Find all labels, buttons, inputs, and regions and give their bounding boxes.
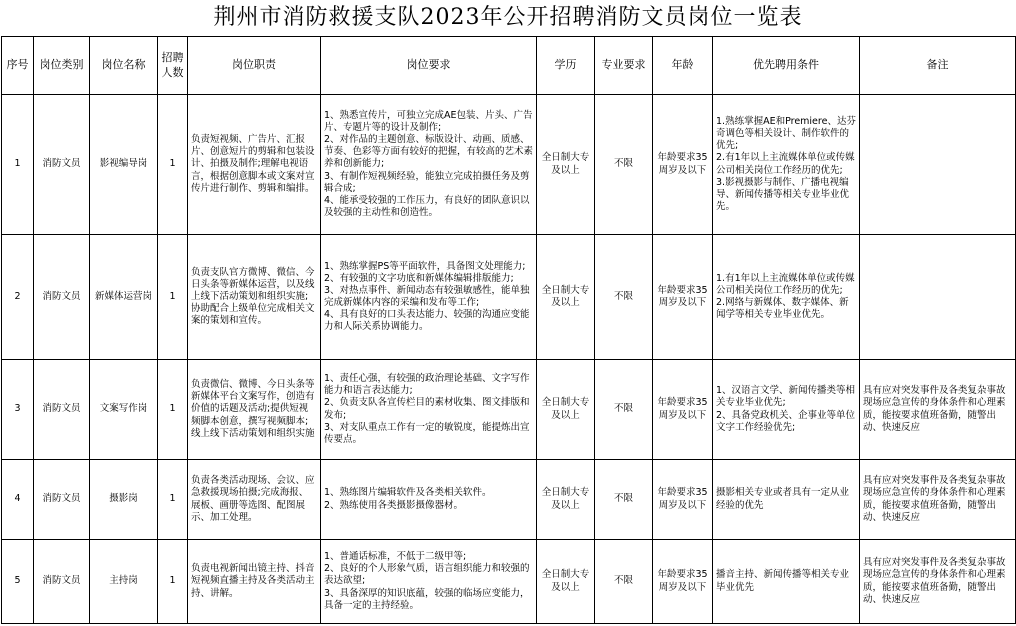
row-note: 具有应对突发事件及各类复杂事故现场应急宣传的身体条件和心理素质，能按要求值班备勤，随警出动、快速反应 bbox=[860, 360, 1016, 460]
row-count: 1 bbox=[158, 360, 188, 460]
row-category: 消防文员 bbox=[34, 235, 90, 360]
row-duty: 负责短视频、广告片、汇报片、创意短片的剪辑和包装设计、拍摄及制作;理解电视语言，根据创意脚本或文案对宣传片进行制作、剪辑和编排。 bbox=[188, 95, 321, 235]
row-no: 5 bbox=[2, 540, 34, 624]
row-no: 3 bbox=[2, 360, 34, 460]
row-no: 4 bbox=[2, 460, 34, 540]
row-education: 全日制大专及以上 bbox=[537, 360, 595, 460]
row-age: 年龄要求35周岁及以下 bbox=[653, 235, 713, 360]
header-major: 专业要求 bbox=[595, 37, 653, 95]
row-education: 全日制大专及以上 bbox=[537, 235, 595, 360]
row-major: 不限 bbox=[595, 95, 653, 235]
row-education: 全日制大专及以上 bbox=[537, 95, 595, 235]
header-category: 岗位类别 bbox=[34, 37, 90, 95]
row-count: 1 bbox=[158, 540, 188, 624]
row-note: 具有应对突发事件及各类复杂事故现场应急宣传的身体条件和心理素质，能按要求值班备勤，随警出动、快速反应 bbox=[860, 460, 1016, 540]
row-priority: 1、汉语言文学、新闻传播类等相关专业毕业优先; 2、具备党政机关、企事业等单位文字工作经验优先; bbox=[713, 360, 860, 460]
row-major: 不限 bbox=[595, 360, 653, 460]
row-requirements: 1、熟练图片编辑软件及各类相关软件。 2、熟练使用各类摄影摄像器材。 bbox=[321, 460, 537, 540]
row-requirements: 1、普通话标准，不低于二级甲等; 2、良好的个人形象气质，语言组织能力和较强的表达欲望; 3、具备深厚的知识底蕴，较强的临场应变能力，具备一定的主持经验。 bbox=[321, 540, 537, 624]
row-priority: 播音主持、新闻传播等相关专业毕业优先 bbox=[713, 540, 860, 624]
row-note bbox=[860, 95, 1016, 235]
header-note: 备注 bbox=[860, 37, 1016, 95]
row-duty: 负责微信、微博、今日头条等新媒体平台文案写作，创造有价值的话题及活动;提供短视频脚本创意，撰写视频脚本;线上线下活动策划和组织实施 bbox=[188, 360, 321, 460]
row-name: 新媒体运营岗 bbox=[90, 235, 158, 360]
row-education: 全日制大专及以上 bbox=[537, 460, 595, 540]
row-major: 不限 bbox=[595, 540, 653, 624]
row-name: 主持岗 bbox=[90, 540, 158, 624]
row-requirements: 1、熟练掌握PS等平面软件，具备图文处理能力; 2、有较强的文字功底和新媒体编辑排版能力; 3、对热点事件、新闻动态有较强敏感性，能单独完成新媒体内容的采编和发布等工作; 4、具有良好的口头表达能力、较强的沟通应变能力和人际关系协调能力。 bbox=[321, 235, 537, 360]
row-priority: 1.熟练掌握AE和Premiere、达芬奇调色等相关设计、制作软件的优先; 2.有1年以上主流媒体单位或传媒公司相关岗位工作经历的优先; 3.影视摄影与制作、广播电视编导、新闻传播等相关专业毕业优先。 bbox=[713, 95, 860, 235]
row-requirements: 1、熟悉宣传片，可独立完成AE包装、片头、广告片、专题片等的设计及制作; 2、对作品的主题创意、标版设计、动画、质感、节奏、色彩等方面有较好的把握，有较高的艺术素养和创新能力; 3、有制作短视频经验，能独立完成拍摄任务及剪辑合成; 4、能承受较强的工作压力，有良好的团队意识以及较强的主动性和创造性。 bbox=[321, 95, 537, 235]
row-count: 1 bbox=[158, 460, 188, 540]
table-row bbox=[2, 460, 1016, 540]
row-major: 不限 bbox=[595, 235, 653, 360]
row-category: 消防文员 bbox=[34, 540, 90, 624]
row-category: 消防文员 bbox=[34, 360, 90, 460]
row-major: 不限 bbox=[595, 460, 653, 540]
row-age: 年龄要求35周岁及以下 bbox=[653, 460, 713, 540]
row-category: 消防文员 bbox=[34, 460, 90, 540]
row-age: 年龄要求35周岁及以下 bbox=[653, 540, 713, 624]
row-no: 1 bbox=[2, 95, 34, 235]
row-age: 年龄要求35周岁及以下 bbox=[653, 360, 713, 460]
row-education: 全日制大专及以上 bbox=[537, 540, 595, 624]
page-title: 荆州市消防救援支队2023年公开招聘消防文员岗位一览表 bbox=[213, 5, 803, 30]
row-priority: 1.有1年以上主流媒体单位或传媒公司相关岗位工作经历的优先; 2.网络与新媒体、数字媒体、新闻学等相关专业毕业优先。 bbox=[713, 235, 860, 360]
row-count: 1 bbox=[158, 235, 188, 360]
header-count: 招聘 人数 bbox=[158, 37, 188, 95]
row-no: 2 bbox=[2, 235, 34, 360]
table-row bbox=[2, 360, 1016, 460]
row-requirements: 1、责任心强，有较强的政治理论基础、文字写作能力和语言表达能力; 2、负责支队各宣传栏目的素材收集、图文排版和发布; 3、对支队重点工作有一定的敏锐度，能提炼出宣传要点。 bbox=[321, 360, 537, 460]
header-no: 序号 bbox=[2, 37, 34, 95]
recruitment-table bbox=[1, 36, 1016, 624]
row-duty: 负责支队官方微博、微信、今日头条等新媒体运营，以及线上线下活动策划和组织实施;协助配合上级单位完成相关文案的策划和宣传。 bbox=[188, 235, 321, 360]
row-name: 摄影岗 bbox=[90, 460, 158, 540]
row-name: 影视编导岗 bbox=[90, 95, 158, 235]
row-duty: 负责电视新闻出镜主持、抖音短视频直播主持及各类活动主持、讲解。 bbox=[188, 540, 321, 624]
header-row bbox=[2, 37, 1016, 95]
header-duty: 岗位职责 bbox=[188, 37, 321, 95]
row-priority: 摄影相关专业或者具有一定从业经验的优先 bbox=[713, 460, 860, 540]
row-category: 消防文员 bbox=[34, 95, 90, 235]
row-count: 1 bbox=[158, 95, 188, 235]
row-age: 年龄要求35周岁及以下 bbox=[653, 95, 713, 235]
header-requirements: 岗位要求 bbox=[321, 37, 537, 95]
header-age: 年龄 bbox=[653, 37, 713, 95]
header-education: 学历 bbox=[537, 37, 595, 95]
row-name: 文案写作岗 bbox=[90, 360, 158, 460]
row-note: 具有应对突发事件及各类复杂事故现场应急宣传的身体条件和心理素质，能按要求值班备勤，随警出动、快速反应 bbox=[860, 540, 1016, 624]
table-row bbox=[2, 95, 1016, 235]
header-priority: 优先聘用条件 bbox=[713, 37, 860, 95]
table-row bbox=[2, 540, 1016, 624]
row-duty: 负责各类活动现场、会议、应急救援现场拍摄;完成海报、展板、画册等选图、配图展示、加工处理。 bbox=[188, 460, 321, 540]
row-note bbox=[860, 235, 1016, 360]
table-row bbox=[2, 235, 1016, 360]
header-name: 岗位名称 bbox=[90, 37, 158, 95]
